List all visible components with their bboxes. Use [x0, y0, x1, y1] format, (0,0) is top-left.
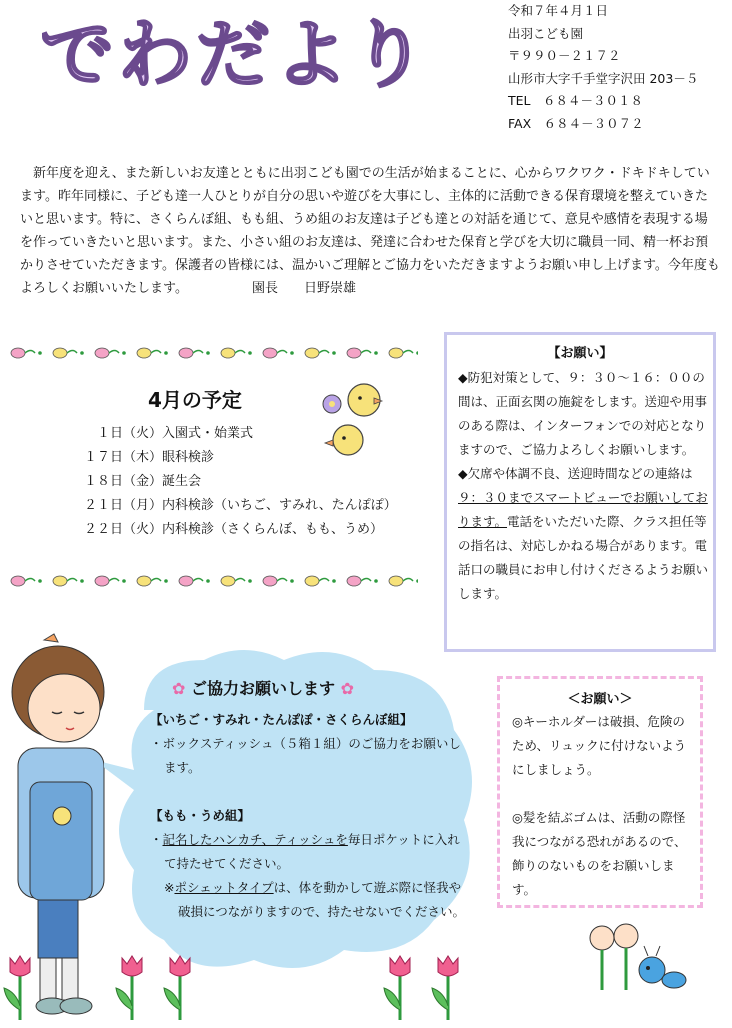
request-item: ◎キーホルダーは破損、危険のため、リュックに付けないようにしましょう。	[512, 714, 687, 777]
fax: FAX ６８４－３０７２	[508, 115, 644, 131]
flower-border-bottom	[6, 570, 418, 592]
schedule-item: ２１日（月）内科検診（いちご、すみれ、たんぽぽ）	[84, 498, 397, 513]
cooperation-text	[150, 708, 470, 924]
request-box-2-title: ＜お願い＞	[567, 692, 633, 707]
flower-border-top	[6, 342, 418, 364]
newsletter-title: でわだより	[40, 12, 430, 98]
kids-ant-illustration	[582, 918, 692, 1012]
cooperation-title: ✿ ご協力お願いします ✿	[172, 679, 354, 698]
flower-icon: ✿	[340, 679, 354, 698]
group1-heading: 【いちご・すみれ・たんぽぽ・さくらんぼ組】	[150, 712, 413, 727]
schedule-item: １８日（金）誕生会	[84, 474, 202, 489]
request-item: ◆欠席や体調不良、送迎時間などの連絡は９：３０までスマートビューでお願いしております。電話をいただいた際、クラス担任等の指名は、対応しかねる場合があります。電話口の職員にお申し付けくださるようお願いします。	[458, 466, 709, 601]
intro-text: 新年度を迎え、また新しいお友達とともに出羽こども園での生活が始まることに、心からワクワク・ドキドキしています。昨年同様に、子ども達一人ひとりが自分の思いや遊びを大事にし、主体的に活動できる保育環境を整えていきたいと思います。特に、さくらんぼ組、もも組、うめ組のお友達は子ども達との対話を通じて、意見や感情を表現する場を作っていきたいと思います。また、小さい組のお友達は、発達に合わせた保育と学びを大切に職員一同、精一杯お預かりさせていただきます。保護者の皆様には、温かいご理解とご協力をいただきますようお願い申し上げます。今年度もよろしくお願いいたします。	[20, 166, 720, 296]
tel: TEL ６８４－３０１８	[508, 93, 643, 108]
schedule-item: ２２日（火）内科検診（さくらんぼ、もも、うめ）	[84, 522, 384, 537]
request-item: ◎髪を結ぶゴムは、活動の際怪我につながる恐れがあるので、飾りのないものをお願いします。	[512, 810, 687, 897]
schedule-item: １日（火）入園式・始業式	[84, 426, 254, 441]
group2-item: ・記名したハンカチ、ティッシュを毎日ポケットに入れて持たせてください。	[150, 832, 460, 871]
request-box-2-text	[512, 710, 694, 902]
intro-paragraph	[20, 162, 720, 300]
issue-date: 令和７年４月１日	[508, 3, 609, 18]
underlined-text: ９：３０までスマートビューでお願いしております。	[458, 490, 708, 529]
schedule-item: １７日（木）眼科検診	[84, 450, 215, 465]
org-name: 出羽こども園	[508, 25, 584, 41]
group2-note: ※ポシェットタイプは、体を動かして遊ぶ際に怪我や破損につながりますので、持たせないでください。	[164, 880, 466, 919]
request-box-title: 【お願い】	[547, 346, 613, 361]
group2-heading: 【もも・うめ組】	[150, 808, 251, 823]
postal-code: 〒９９０－２１７２	[508, 48, 621, 63]
flower-icon: ✿	[172, 679, 186, 698]
principal-signature: 園長 日野崇雄	[251, 281, 356, 296]
address: 山形市大字千手堂字沢田 203－５	[508, 70, 699, 86]
header-info	[508, 0, 698, 135]
request-box-text	[458, 366, 710, 606]
schedule-title: 4月の予定	[148, 388, 242, 412]
schedule-list	[84, 422, 397, 542]
group1-text: ・ボックスティッシュ（５箱１組）のご協力をお願いします。	[150, 736, 461, 775]
request-item: ◆防犯対策として、９：３０～１６：００の間は、正面玄関の施錠をします。送迎や用事のある際は、インターフォンでの対応となりますので、ご協力よろしくお願いします。	[458, 370, 708, 457]
